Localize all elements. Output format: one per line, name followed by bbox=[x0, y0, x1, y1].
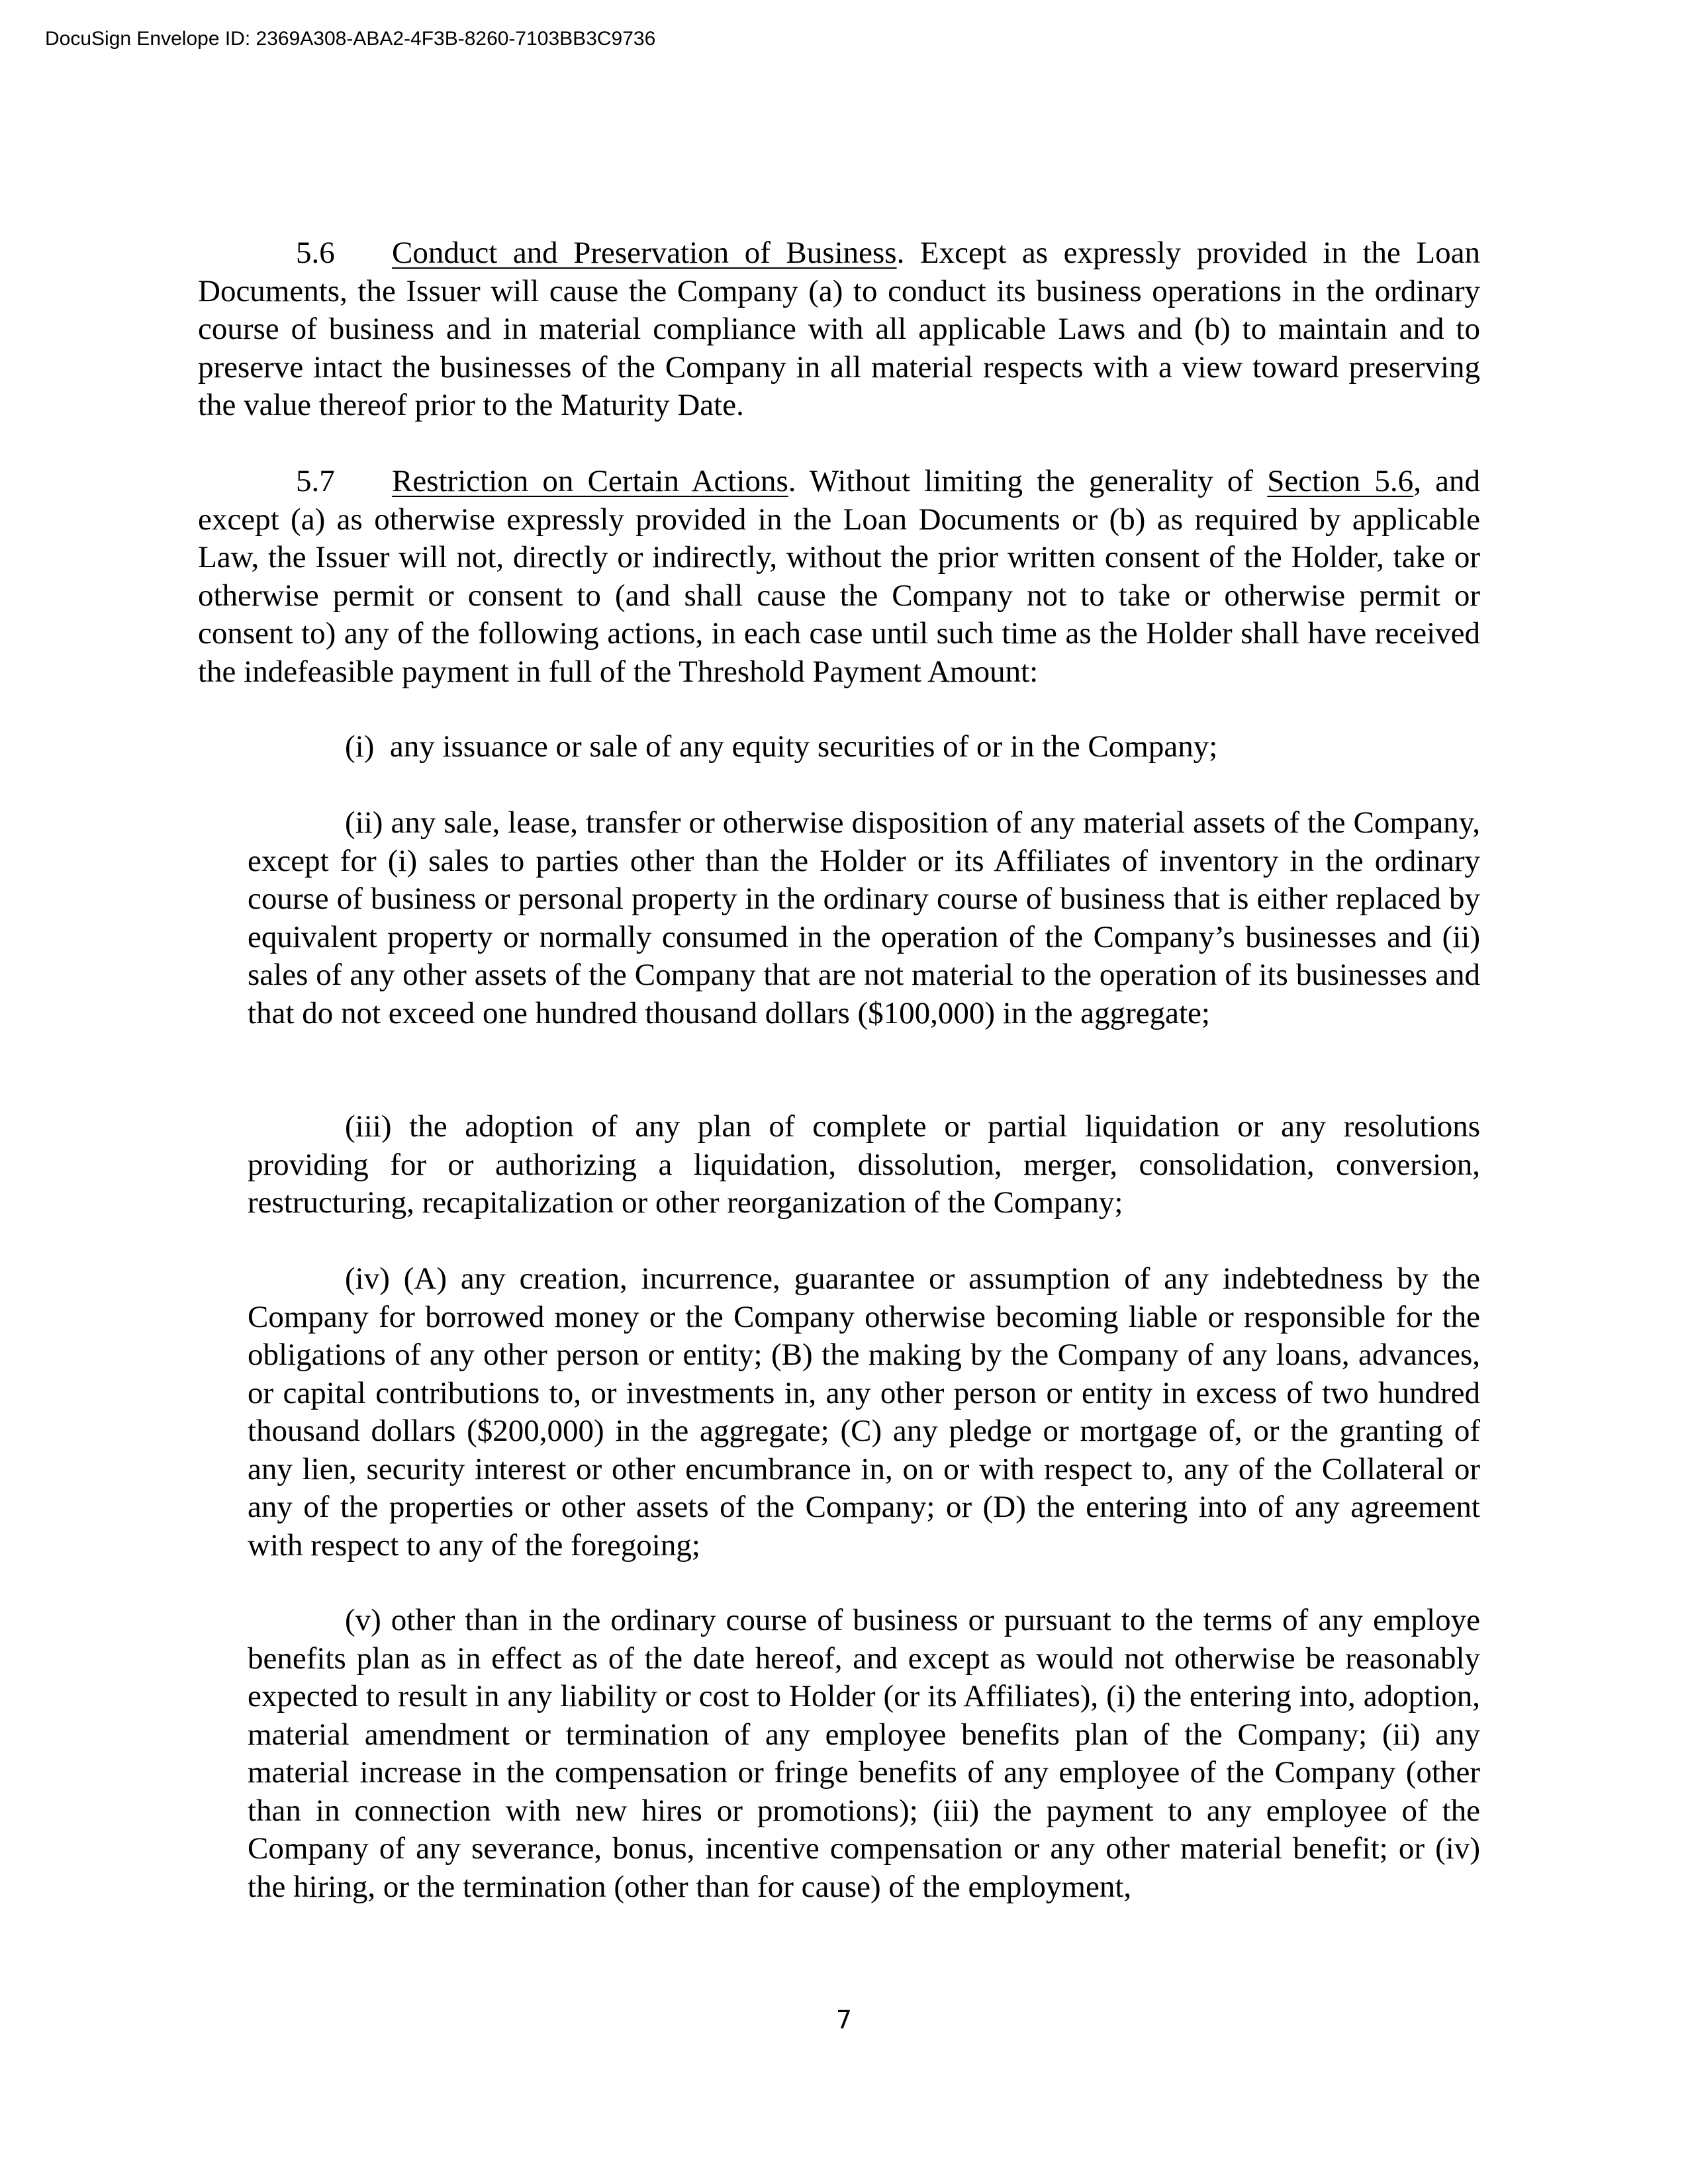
list-item: (iii) the adoption of any plan of complete or partial liquidation or any resolutions providing for or authorizing a liquidation, dissolution, merger, consolidation, conversion, restructuring, recapitalization or other reorganization of the Company; bbox=[248, 1109, 1480, 1220]
section-reference: Section 5.6 bbox=[1267, 464, 1414, 498]
section-number: 5.6 bbox=[296, 236, 335, 270]
section-heading: Restriction on Certain Actions bbox=[392, 464, 788, 498]
list-item: (i) any issuance or sale of any equity securities of or in the Company; bbox=[345, 729, 1218, 764]
section-5-7 bbox=[198, 463, 1480, 691]
envelope-id: DocuSign Envelope ID: 2369A308-ABA2-4F3B-8260-7103BB3C9736 bbox=[45, 28, 656, 50]
section-heading: Conduct and Preservation of Business bbox=[392, 236, 897, 270]
list-item: (ii) any sale, lease, transfer or otherwise disposition of any material assets of the Company, except for (i) sales to parties other than the Holder or its Affiliates of inventory in the ordinary course of business or personal property in the ordinary course of business that is either replaced by equivalent property or normally consumed in the operation of the Company’s businesses and (ii) sales of any other assets of the Company that are not material to the operation of its businesses and that do not exceed one hundred thousand dollars ($100,000) in the aggregate; bbox=[248, 805, 1480, 1030]
section-text: . Except as expressly provided in the Loan Documents, the Issuer will cause the Company (a) to conduct its business operations in the ordinary course of business and in material compliance with all applicable Laws and (b) to maintain and to preserve intact the businesses of the Company in all material respects with a view toward preserving the value thereof prior to the Maturity Date. bbox=[198, 236, 1480, 422]
section-5-6 bbox=[198, 234, 1480, 425]
page-number: 7 bbox=[835, 2005, 853, 2034]
section-text: , and except (a) as otherwise expressly provided in the Loan Documents or (b) as required by applicable Law, the Issuer will not, directly or indirectly, without the prior written consent of the Holder, take or otherwise permit or consent to (and shall cause the Company not to take or otherwise permit or consent to) any of the following actions, in each case until such time as the Holder shall have received the indefeasible payment in full of the Threshold Payment Amount: bbox=[198, 464, 1480, 689]
section-number: 5.7 bbox=[296, 464, 335, 498]
list-item: (v) other than in the ordinary course of business or pursuant to the terms of any employe benefits plan as in effect as of the date hereof, and except as would not otherwise be reasonably expected to result in any liability or cost to Holder (or its Affiliates), (i) the entering into, adoption, material amendment or termination of any employee benefits plan of the Company; (ii) any material increase in the compensation or fringe benefits of any employee of the Company (other than in connection with new hires or promotions); (iii) the payment to any employee of the Company of any severance, bonus, incentive compensation or any other material benefit; or (iv) the hiring, or the termination (other than for cause) of the employment, bbox=[248, 1603, 1480, 1904]
list-item: (iv) (A) any creation, incurrence, guarantee or assumption of any indebtedness by the Company for borrowed money or the Company otherwise becoming liable or responsible for the obligations of any other person or entity; (B) the making by the Company of any loans, advances, or capital contributions to, or investments in, any other person or entity in excess of two hundred thousand dollars ($200,000) in the aggregate; (C) any pledge or mortgage of, or the granting of any lien, security interest or other encumbrance in, on or with respect to, any of the Collateral or any of the properties or other assets of the Company; or (D) the entering into of any agreement with respect to any of the foregoing; bbox=[248, 1261, 1480, 1563]
section-text: . Without limiting the generality of bbox=[788, 464, 1268, 498]
